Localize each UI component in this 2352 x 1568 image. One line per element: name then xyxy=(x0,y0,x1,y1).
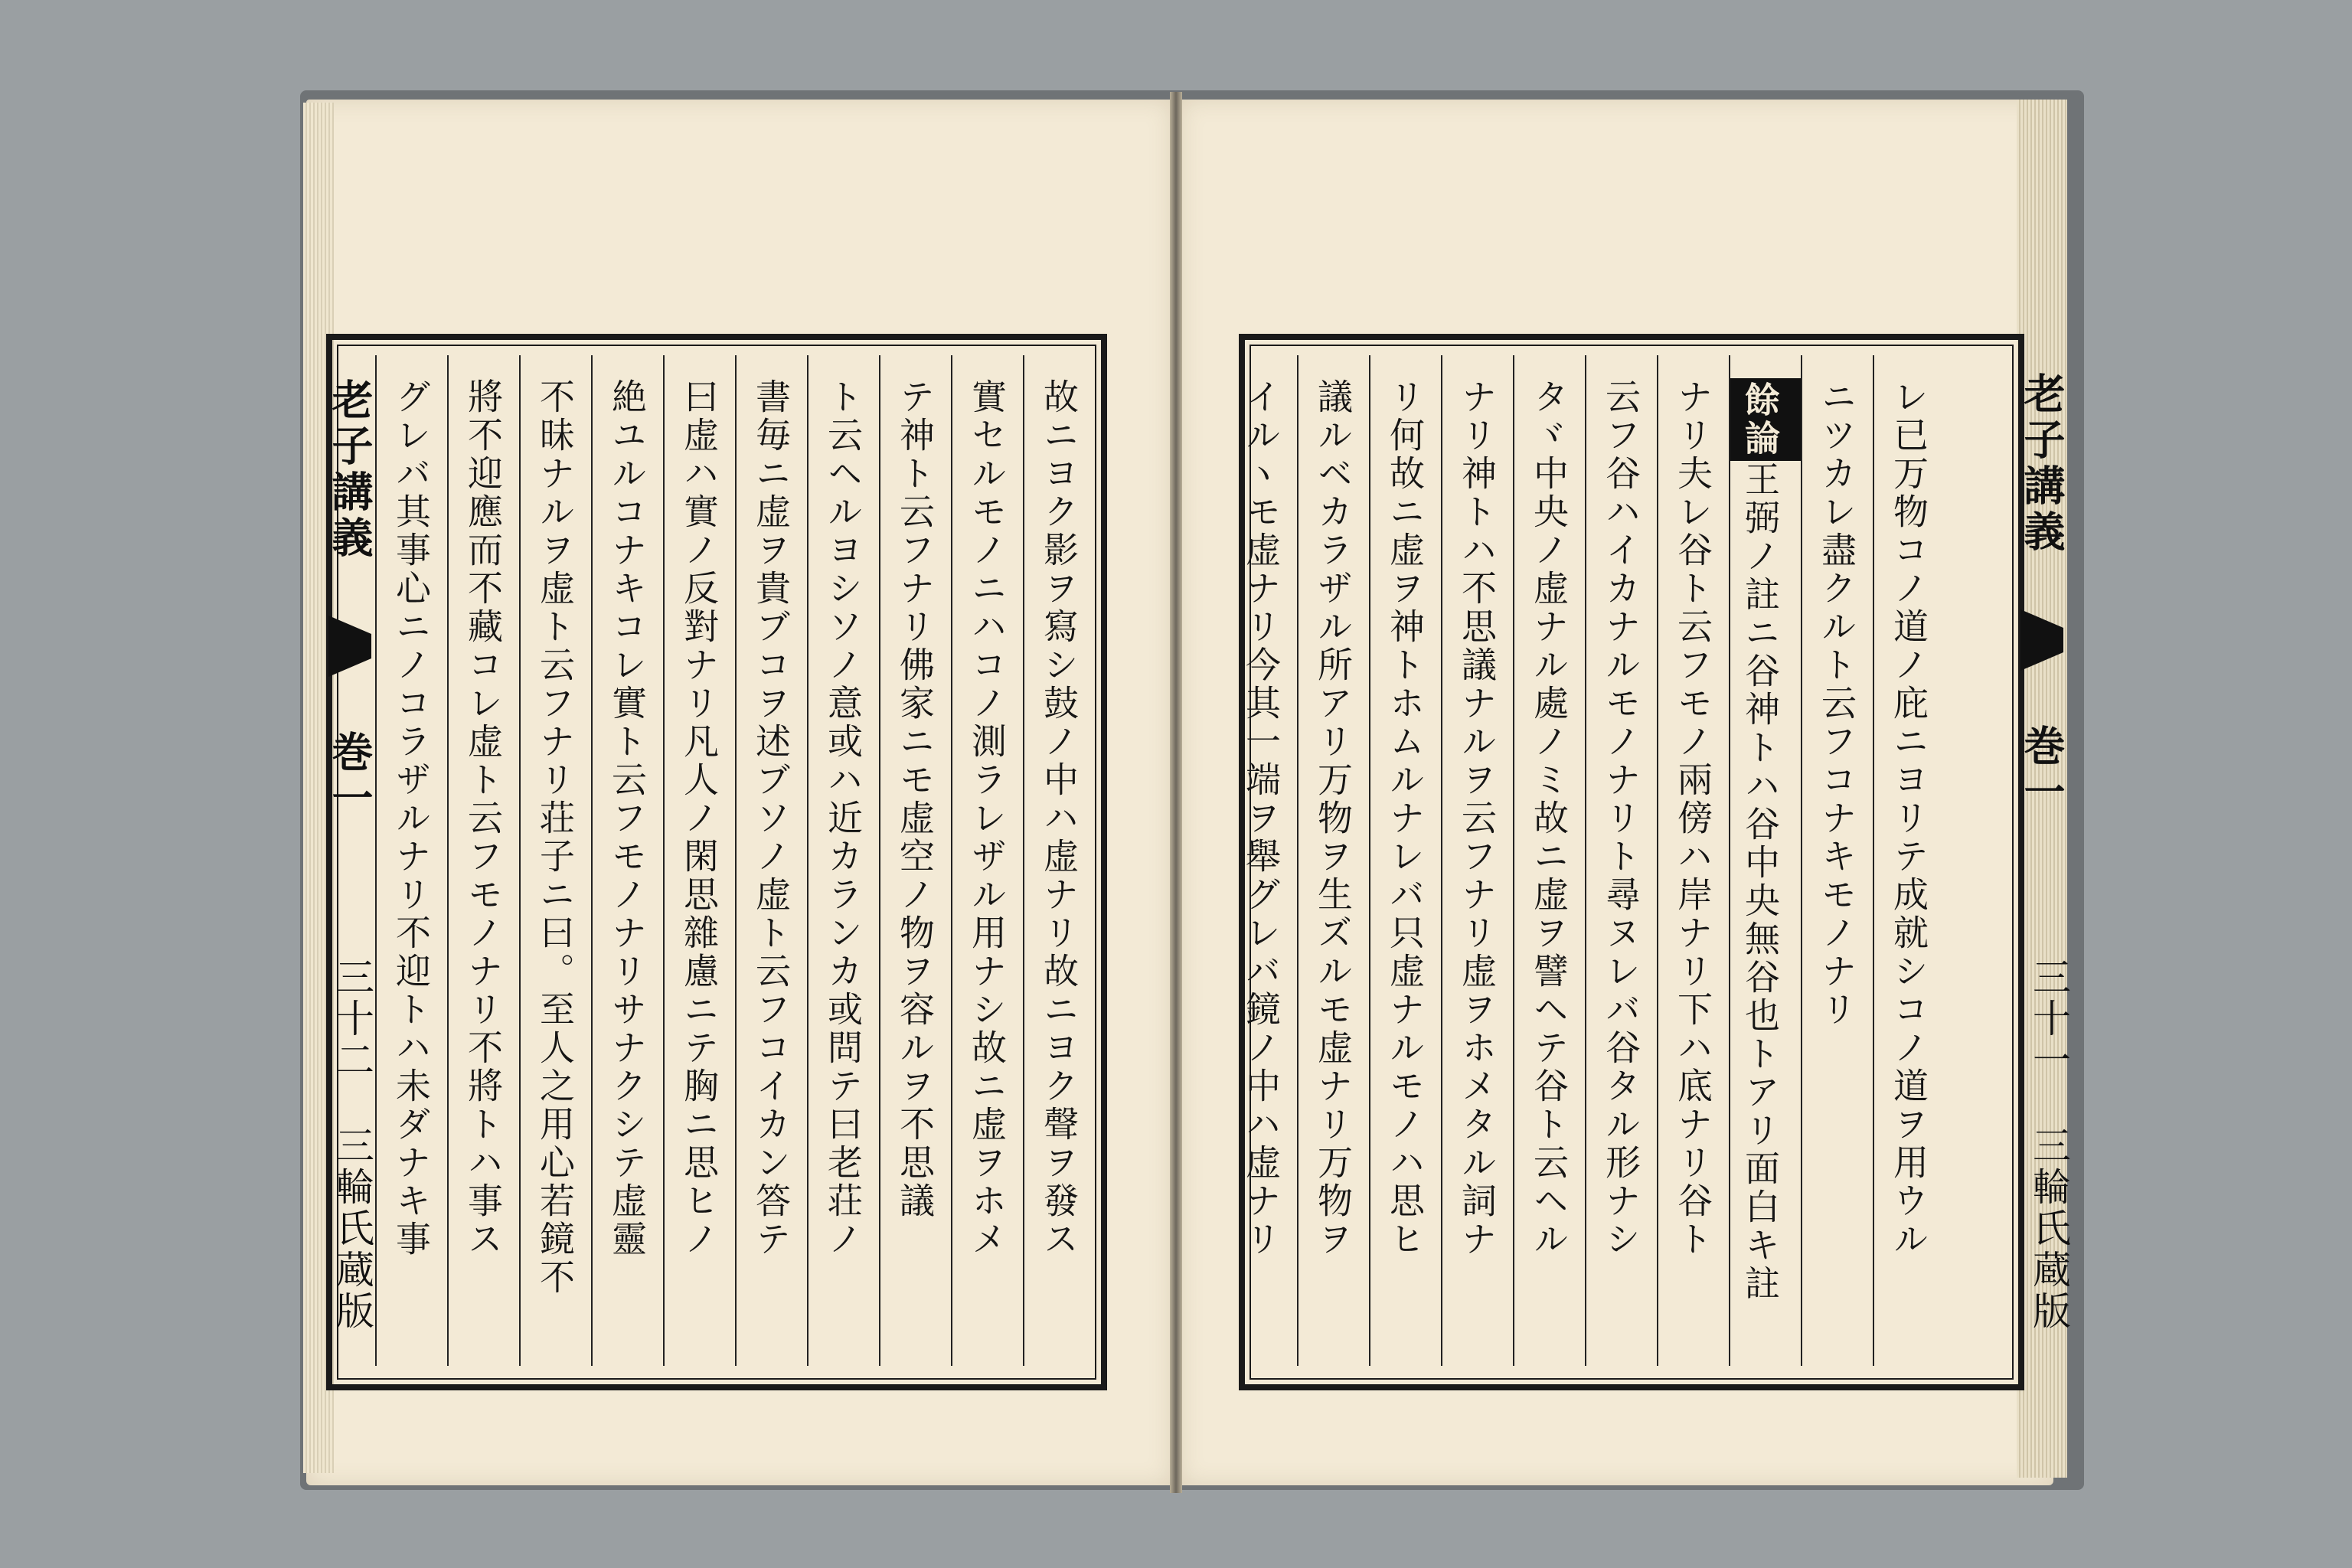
text-column: テ神ト云フナリ佛家ニモ虚空ノ物ヲ容ルヲ不思議 xyxy=(879,355,951,1366)
text-column: 實セルモノニハコノ測ラレザル用ナシ故ニ虚ヲホメ xyxy=(951,355,1023,1366)
text-column: ニツカレ盡クルト云フコナキモノナリ xyxy=(1801,355,1873,1366)
fishtail-mark-icon xyxy=(2020,609,2063,671)
text-column: 議ルベカラザル所アリ万物ヲ生ズルモ虚ナリ万物ヲ xyxy=(1297,355,1369,1366)
title-text: 老子講義 xyxy=(2017,372,2066,556)
left-page-number: 三十二 xyxy=(330,957,374,1081)
text-column: ト云ヘルヨシソノ意或ハ近カランカ或問テ曰老荘ノ xyxy=(807,355,879,1366)
text-column: リ何故ニ虚ヲ神トホムルナレバ只虚ナルモノハ思ヒ xyxy=(1369,355,1441,1366)
volume-text: 巻一 xyxy=(2017,724,2066,816)
text-column: ナリ神トハ不思議ナルヲ云フナリ虚ヲホメタル詞ナ xyxy=(1441,355,1513,1366)
right-page-number: 三十一 xyxy=(2027,957,2071,1081)
right-publisher: 三輪氏蔵版 xyxy=(2027,1125,2071,1332)
text-column: 云フ谷ハイカナルモノナリト尋ヌレバ谷タル形ナシ xyxy=(1585,355,1657,1366)
yoron-badge: 餘論 xyxy=(1729,378,1801,461)
left-publisher: 三輪氏蔵版 xyxy=(330,1125,374,1332)
text-column: 將不迎應而不藏コレ虚ト云フモノナリ不將トハ事ス xyxy=(447,355,519,1366)
text-column: グレバ其事心ニノコラザルナリ不迎トハ未ダナキ事 xyxy=(375,355,447,1366)
text-column: 絶ユルコナキコレ實ト云フモノナリサナクシテ虚靈 xyxy=(591,355,663,1366)
text-column xyxy=(1729,355,1801,1366)
text-column: レ已万物コノ道ノ庇ニヨリテ成就シコノ道ヲ用ウル xyxy=(1873,355,1945,1366)
right-text-frame xyxy=(1239,334,2024,1390)
text-column-rest: 王弼ノ註ニ谷神トハ谷中央無谷也トアリ面白キ註 xyxy=(1740,461,1781,1303)
text-column: 曰虚ハ實ノ反對ナリ凡人ノ閑思雜慮ニテ胸ニ思ヒノ xyxy=(663,355,735,1366)
text-column: タヾ中央ノ虚ナル處ノミ故ニ虚ヲ譬ヘテ谷ト云ヘル xyxy=(1513,355,1585,1366)
book-gutter xyxy=(1170,92,1182,1493)
text-column: 故ニヨク影ヲ寫シ鼓ノ中ハ虚ナリ故ニヨク聲ヲ發ス xyxy=(1023,355,1095,1366)
text-column: 不昧ナルヲ虚ト云フナリ荘子ニ曰。至人之用心若鏡不 xyxy=(519,355,591,1366)
text-column: 書毎ニ虚ヲ貴ブコヲ述ブソノ虚ト云フコイカン答テ xyxy=(735,355,807,1366)
title-text: 老子講義 xyxy=(325,378,374,562)
text-column: イルヽモ虚ナリ今其一端ヲ舉グレバ鏡ノ中ハ虚ナリ xyxy=(1240,378,1282,1259)
fishtail-mark-icon xyxy=(328,616,371,677)
left-text-frame xyxy=(326,334,1107,1390)
text-column: ナリ夫レ谷ト云フモノ兩傍ハ岸ナリ下ハ底ナリ谷ト xyxy=(1657,355,1729,1366)
volume-text: 巻一 xyxy=(325,730,374,822)
